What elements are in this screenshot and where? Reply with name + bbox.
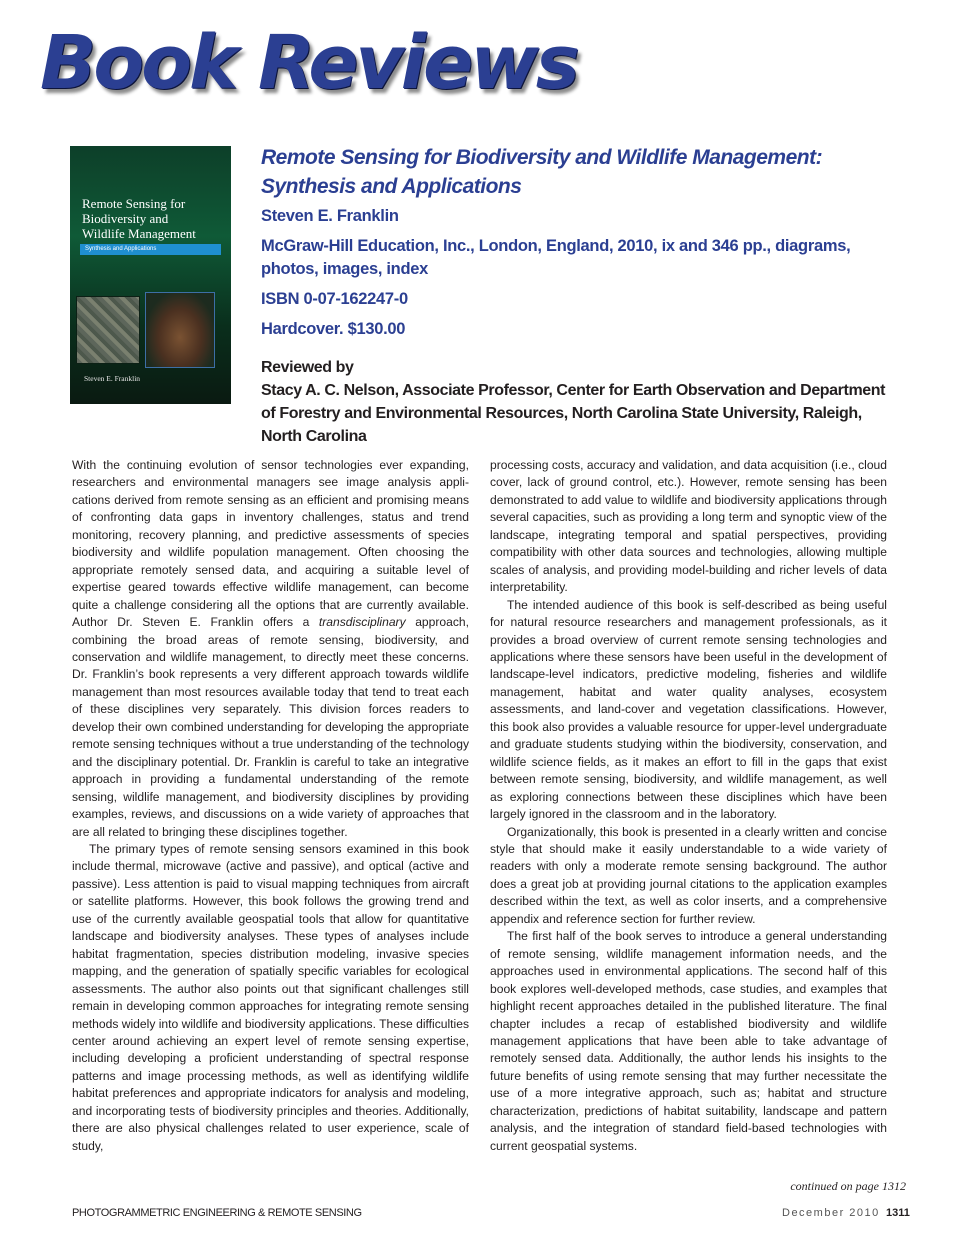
book-cover-image [70, 146, 231, 404]
cover-bear-photo [145, 292, 215, 368]
cover-title-line: Biodiversity and [82, 211, 169, 226]
footer-journal: PHOTOGRAMMETRIC ENGINEERING & REMOTE SENSING [72, 1207, 362, 1219]
reviewer-line: Stacy A. C. Nelson, Associate Professor, Center for Earth Observation and Department [261, 382, 886, 399]
cover-title [82, 196, 227, 241]
book-publisher-line: photos, images, index [261, 260, 428, 278]
book-author: Steven E. Franklin [261, 207, 399, 225]
book-publisher-line: McGraw-Hill Education, Inc., London, England, 2010, ix and 346 pp., diagrams, [261, 237, 851, 255]
book-title-line: Synthesis and Applications [261, 175, 522, 198]
paragraph: The primary types of remote sensing sensors examined in this book include thermal, microwave (active and passive), and optical (active and passive). Less attention is paid to visual mapping techniques from aircraft or satellite platforms. However, this book follows the growing trend and use of the currently available geospatial tools that allow for quantitative landscape and biodiversity analyses. These types of analyses include habitat fragmentation, species distribution modeling, invasive species mapping, and the generation of spatially specific variables for ecological assessments. The author also points out that significant challenges still remain in developing common approaches for integrating remote sensing methods widely into wildlife and biodiversity applications. These difficulties center around achieving an expert level of remote sensing expertise, including developing a proficient understanding of spectral response patterns and image processing methods, as well as identifying wildlife habitat preferences and appropriate indicators for analysis and modeling, and incorporating tests of biodiversity principles and theories. Additionally, there are also physical challenges related to user experience, scale of study, [72, 841, 469, 1153]
footer-page-number: 1311 [886, 1207, 910, 1219]
book-details [261, 143, 901, 341]
emphasis-text: transdisciplinary [318, 615, 406, 630]
cover-title-line: Remote Sensing for [82, 196, 186, 211]
paragraph: The first half of the book serves to introduce a general understanding of remote sensing, wildlife management information needs, and the approaches used in environmental applications. The second half of this book explores well-developed methods, case studies, and examples that highlight recent approaches detailed in the published literature. The final chapter includes a recap of established biodiversity and wildlife management applications that have been able to take advantage of remotely sensed data. Additionally, the author lends his insights to the future benefits of using remote sensing that may further necessitate the use of a more integrative approach, such as; habitat and structure characterization, predictions of habitat suitability, landscape and pattern analysis, and the integration of standard field-based technologies with current geospatial systems. [490, 929, 887, 1153]
continued-note: continued on page 1312 [790, 1179, 906, 1193]
left-column [72, 457, 469, 1155]
reviewer-line: of Forestry and Environmental Resources, North Carolina State University, Raleigh, [261, 405, 862, 422]
paragraph-text: approach, combining the broad areas of remote sensing, biodiversity, and conservation and wildlife management, to directly meet these concerns. Dr. Franklin’s book represents a very different approach towards wildlife management than most resources available today that tend to treat each of these disciplines very separately. This division forces readers to develop their own combined understanding for developing the appropriate remote sensing techniques without a true understanding of the technology and the disciplinary potential. Dr. Franklin is careful to take an integrative approach in providing a fundamental understanding of the remote sensing, wildlife management, and biodiversity disciplines by providing examples, reviews, and discussions on a wide variety of approaches that are all related to bringing these disciplines together. [72, 615, 469, 839]
reviewer-line: North Carolina [261, 428, 367, 445]
book-isbn: ISBN 0-07-162247-0 [261, 290, 408, 308]
right-column [490, 457, 887, 1155]
cover-landscape-photo [76, 296, 140, 364]
reviewer-block [261, 356, 901, 448]
reviewed-by-label: Reviewed by [261, 359, 354, 376]
paragraph [72, 457, 469, 841]
book-price: Hardcover. $130.00 [261, 320, 406, 338]
paragraph: The intended audience of this book is self-described as being useful for natural resource researchers and management professionals, as it provides a broad overview of current remote sensing technologies and applications where these sensors have been useful in the development of landscape-level indicators, predictive modeling, fisheries and wildlife management, habitat and water quality analyses, ecosystem assessments, and land-cover and vegetation classifications. However, this book also provides a valuable resource for upper-level undergraduate and graduate students studying within the biodiversity, conservation, and wildlife science fields, as it makes an effort to fill in the gaps that exist between remote sensing, biodiversity, and wildlife management, as well as exploring connections between these disciplines which have been largely ignored in the classroom and in the laboratory. [490, 597, 887, 822]
paragraph-text: With the continuing evolution of sensor technologies ever expanding, researchers and environmental managers see image analysis applications derived from remote sensing as an efficient and promising means of confronting data gaps in inventory challenges, status and trend monitoring, recovery planning, and predictive assessments of species biodiversity and wildlife population management. Often choosing the appropriate remotely sensed data, and acquiring a suitable level of expertise geared towards effective wildlife management, can become quite a challenge considering all the options that are currently available. Author Dr. Steven E. Franklin offers a [72, 458, 469, 630]
cover-subtitle: Synthesis and Applications [80, 244, 221, 255]
cover-title-line: Wildlife Management [82, 226, 196, 241]
book-title-line: Remote Sensing for Biodiversity and Wildlife Management: [261, 146, 823, 169]
paragraph: processing costs, accuracy and validation, and data acquisition (i.e., cloud cover, lack of ground control, etc.). However, remote sensing has been demonstrated to add value to wildlife and biodiversity applications through several capacities, such as providing a long term and synoptic view of the landscape, integrating temporal and spatial perspectives, providing compatibility with other data sources and technologies, allowing multiple scales of analysis, and providing model-building and richer levels of data interpretability. [490, 458, 887, 595]
masthead-title: Book Reviews [40, 20, 577, 106]
paragraph: Organizationally, this book is presented in a clearly written and concise style that should make it easily understandable to a wide variety of readers with only a moderate remote sensing background. The author does a great job at providing journal citations to the application examples described within the text, as well as color inserts, and a comprehensive appendix and reference section for further review. [490, 824, 887, 926]
footer-date: December 2010 [782, 1207, 880, 1219]
cover-author: Steven E. Franklin [84, 374, 141, 383]
